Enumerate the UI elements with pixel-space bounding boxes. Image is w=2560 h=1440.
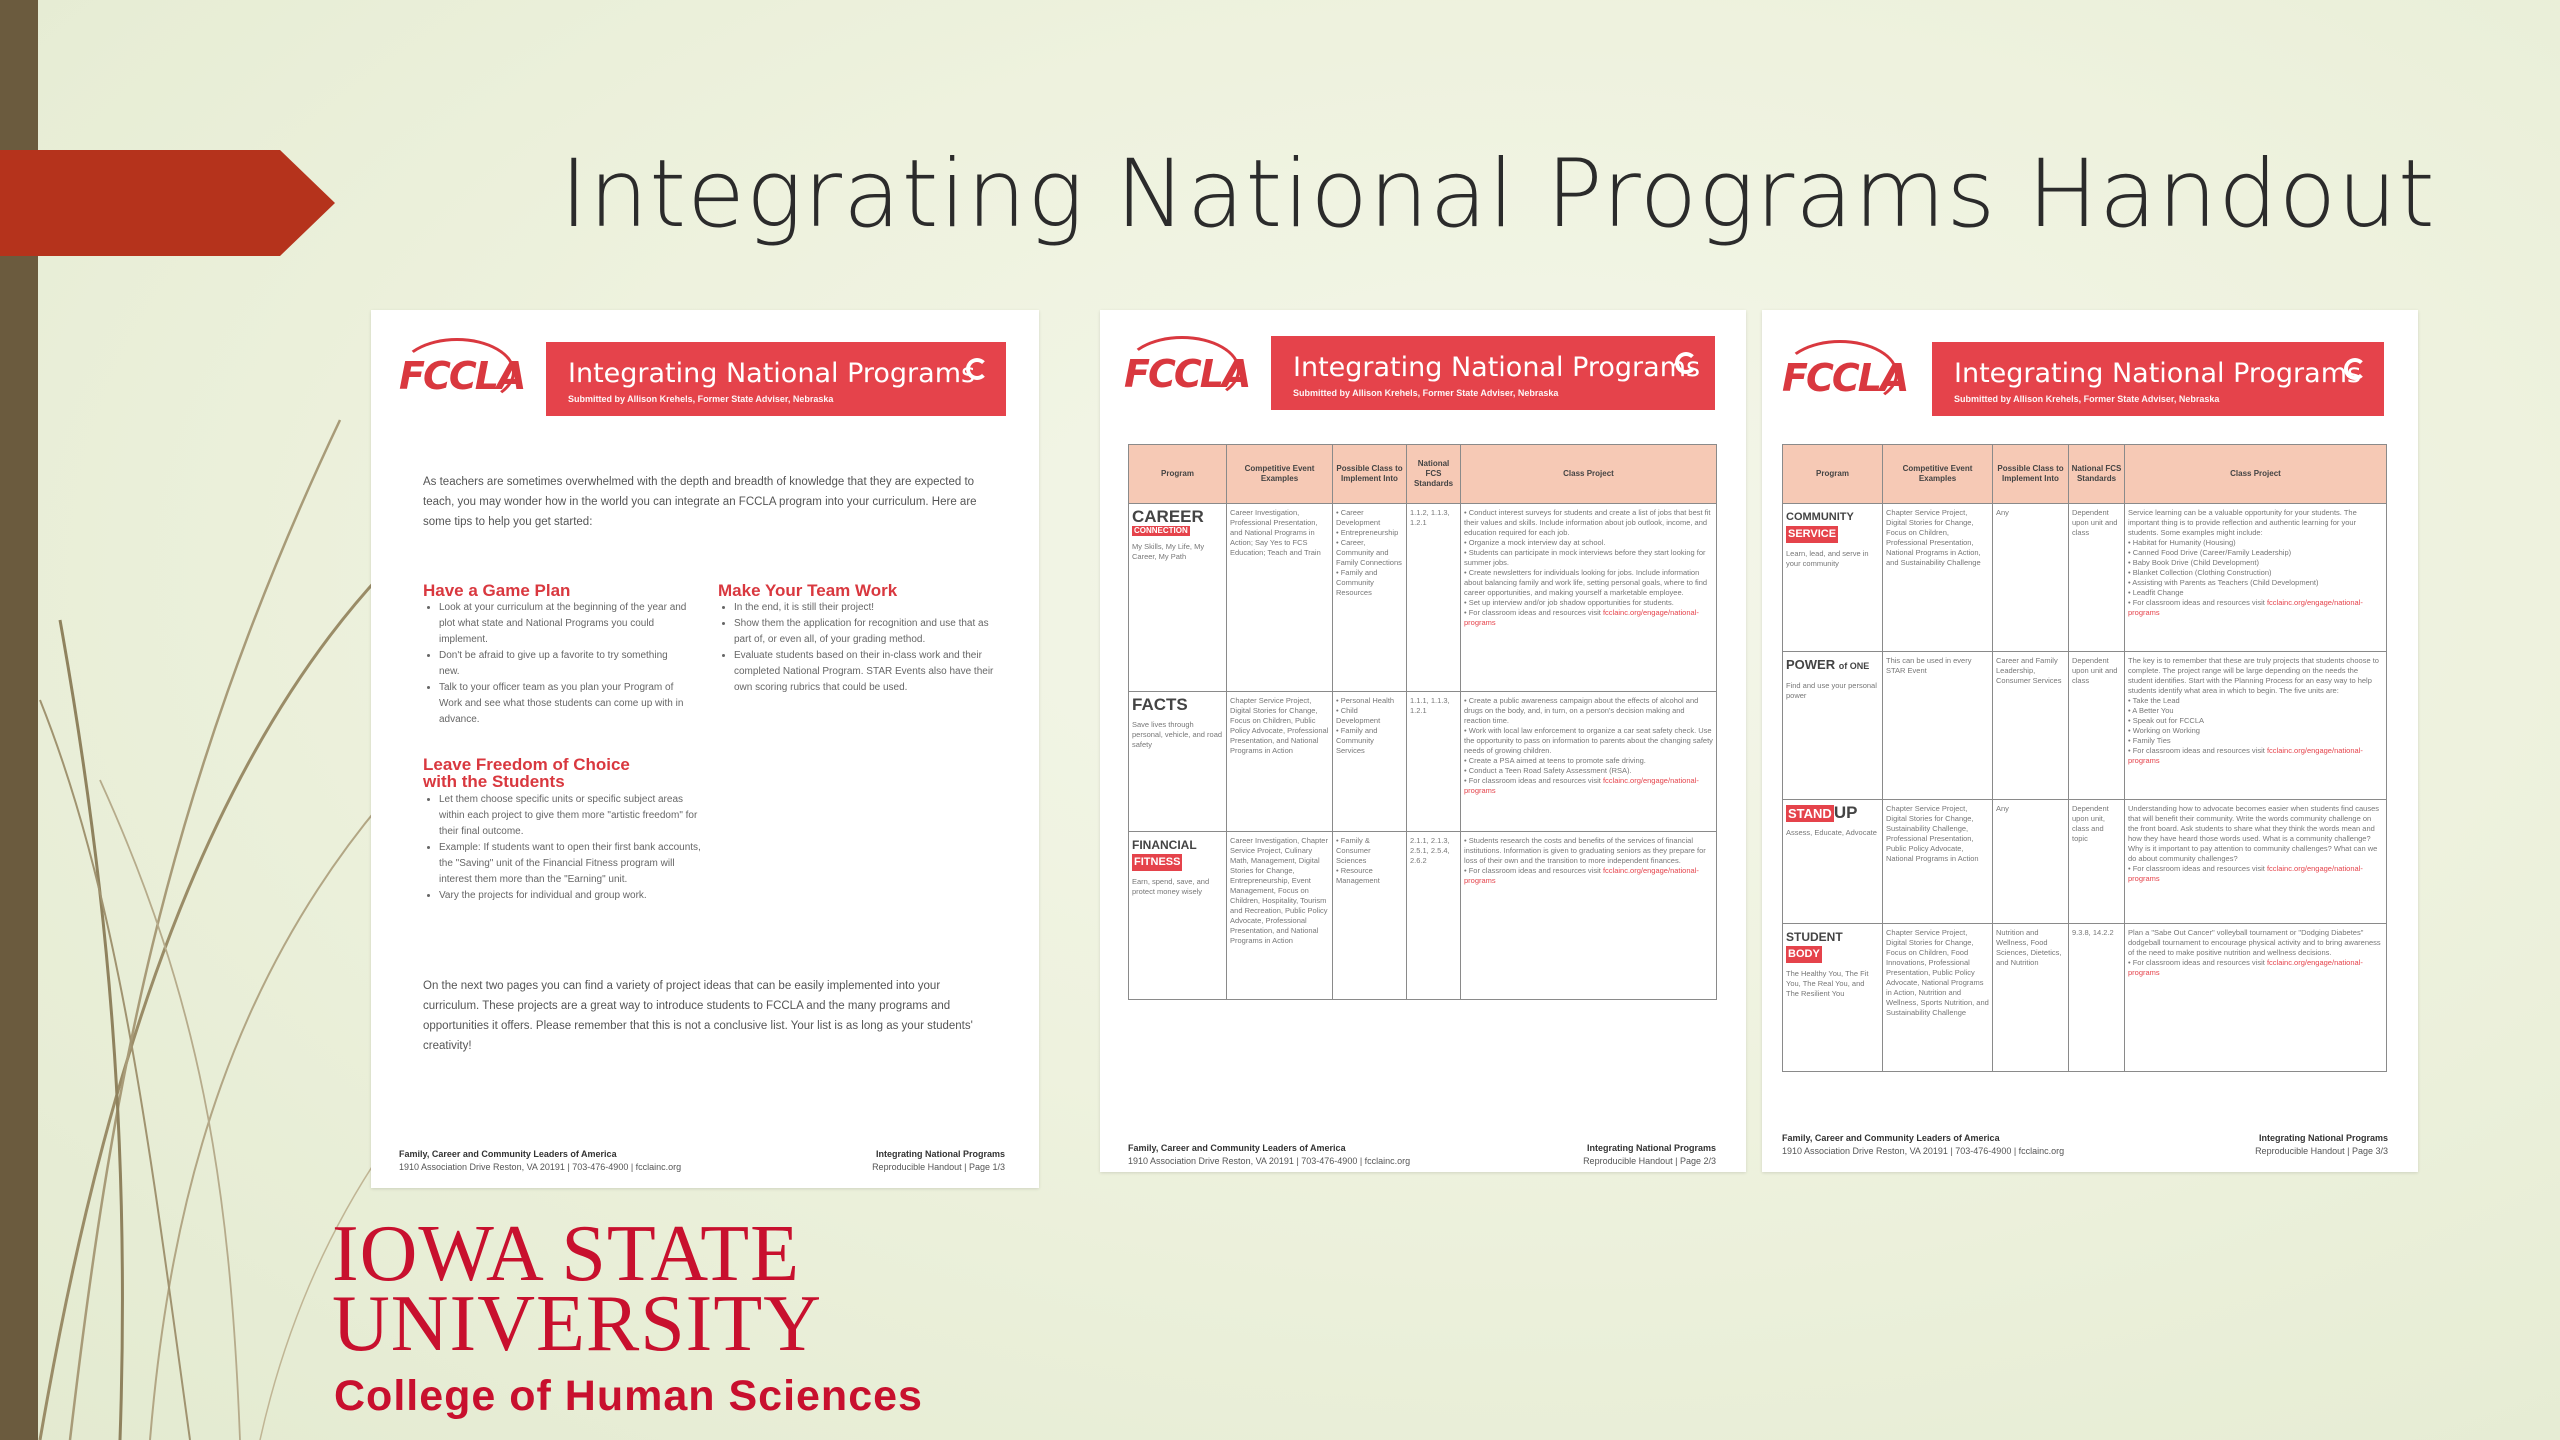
project-text: • Students research the costs and benefits of the services of financial institutions. Information is given to graduating seniors as they prepare for loss of their own and the transition to more independent finances. • For classroom ideas and resources visit [1464, 836, 1706, 875]
resource-link[interactable]: fcclainc.org/engage/national-programs [2128, 958, 2363, 977]
footer-org: Family, Career and Community Leaders of America [1128, 1143, 1346, 1153]
program-tagline: Assess, Educate, Advocate [1786, 828, 1877, 837]
closing-paragraph: On the next two pages you can find a variety of project ideas that can be easily implemented into your curriculum. These projects are a great way to introduce students to FCCLA and the many programs and opportunities it offers. Please remember that this is not a conclusive list. Your list is as long as your students' creativity! [423, 980, 973, 1052]
handout-page-3 [1762, 310, 2418, 1172]
column-header: Class Project [1461, 445, 1717, 504]
footer-right [872, 1148, 1005, 1174]
program-name [1786, 804, 1879, 822]
resource-link[interactable]: fcclainc.org/engage/national-programs [2128, 598, 2363, 617]
footer-left [399, 1148, 681, 1174]
column-header: Possible Class to Implement Into [1333, 445, 1407, 504]
project-cell [1461, 832, 1717, 1000]
standards-cell: Dependent upon unit and class [2069, 652, 2125, 800]
program-table [1782, 444, 2387, 1072]
table-row [1129, 504, 1717, 692]
program-name [1786, 656, 1879, 675]
program-tagline: Learn, lead, and serve in your community [1786, 549, 1869, 568]
page-banner [1271, 336, 1715, 410]
resource-link[interactable]: fcclainc.org/engage/national-programs [2128, 746, 2363, 765]
program-name-text: POWER [1786, 657, 1836, 672]
classes-cell: • Career Development • Entrepreneurship • Career, Community and Family Connections • Family and Community Resources [1333, 504, 1407, 692]
project-cell [2125, 504, 2387, 652]
footer-doc-title: Integrating National Programs [2258, 1133, 2388, 1143]
project-text: Plan a "Sabe Out Cancer" volleyball tournament or "Dodging Diabetes" dodgeball tournament to encourage physical activity and to bring awareness of the need to make positive nutrition and wellness decisions. • For classroom ideas and resources visit [2128, 928, 2381, 967]
table-row [1129, 832, 1717, 1000]
program-name-suffix: UP [1833, 803, 1858, 822]
program-tagline: Save lives through personal, vehicle, and road safety [1132, 720, 1223, 749]
table-row [1783, 924, 2387, 1072]
program-name: FINANCIAL [1132, 838, 1197, 852]
section-list [423, 792, 709, 904]
program-tagline: Earn, spend, save, and protect money wisely [1132, 877, 1210, 896]
project-cell [2125, 652, 2387, 800]
section-heading: Make Your Team Work [718, 581, 898, 600]
handout-page-1 [371, 310, 1039, 1188]
banner-subtitle: Submitted by Allison Krehels, Former State Adviser, Nebraska [1293, 388, 1559, 398]
footer-address: 1910 Association Drive Reston, VA 20191 | 703-476-4900 | fcclainc.org [1128, 1156, 1411, 1166]
slide-title: Integrating National Programs Handout [560, 140, 2436, 249]
column-header: Competitive Event Examples [1227, 445, 1333, 504]
standards-cell: 9.3.8, 14.2.2 [2069, 924, 2125, 1072]
list-item: • Vary the projects for individual and group work. [439, 888, 709, 904]
footer-left [1128, 1142, 1410, 1168]
column-header: Program [1783, 445, 1883, 504]
column-header: Competitive Event Examples [1883, 445, 1993, 504]
table-header-row [1129, 445, 1717, 504]
standards-cell: 1.1.2, 1.1.3, 1.2.1 [1407, 504, 1461, 692]
classes-cell: • Personal Health • Child Development • Family and Community Services [1333, 692, 1407, 832]
program-name: STUDENT [1786, 930, 1843, 944]
fccla-swirl-icon [2344, 358, 2366, 380]
program-tagline: My Skills, My Life, My Career, My Path [1132, 542, 1205, 561]
isu-college-name: College of Human Sciences [334, 1372, 923, 1420]
list-item: • Show them the application for recognition and use that as part of, or even all, of your grading method. [734, 616, 994, 648]
footer-doc-title: Integrating National Programs [1586, 1143, 1716, 1153]
banner-subtitle: Submitted by Allison Krehels, Former State Adviser, Nebraska [1954, 394, 2220, 404]
column-header: Possible Class to Implement Into [1993, 445, 2069, 504]
table-row [1783, 504, 2387, 652]
events-cell: Career Investigation, Chapter Service Project, Culinary Math, Management, Digital Stories for Change, Entrepreneurship, Event Management, Focus on Children, Hospitality, Tourism and Recreation, Public Policy Advocate, Professional Presentation, and National Programs in Action [1227, 832, 1333, 1000]
resource-link[interactable]: fcclainc.org/engage/national-programs [1464, 776, 1699, 795]
list-item: • Evaluate students based on their in-class work and their completed National Program. STAR Events also have their own scoring rubrics that could be used. [734, 648, 994, 696]
table-row [1783, 800, 2387, 924]
project-text: • Create a public awareness campaign about the effects of alcohol and drugs on the body, and, in turn, on a person's decision making and reaction time. • Work with local law enforcement to organize a car seat safety check. Use the opportunity to pass on information to parents about the changing safety needs of growing children. • Create a PSA aimed at teens to promote safe driving. • Conduct a Teen Road Safety Assessment (RSA). • For classroom ideas and resources visit [1464, 696, 1713, 785]
project-text: • Conduct interest surveys for students and create a list of jobs that best fit their values and skills. Include information about job outlook, income, and education required for each job. • Organize a mock interview day at school. • Students can participate in mock interviews before they start looking for summer jobs. • Create newsletters for individuals looking for jobs. Include information about balancing family and work life, setting personal goals, where to find career opportunities, and making yourself a marketable employee. • Set up interview and/or job shadow opportunities for students. • For classroom ideas and resources visit [1464, 508, 1711, 617]
column-header: National FCS Standards [2069, 445, 2125, 504]
column-header: Program [1129, 445, 1227, 504]
program-name-suffix: of ONE [1838, 661, 1870, 671]
project-cell [1461, 504, 1717, 692]
events-cell: Chapter Service Project, Digital Stories for Change, Focus on Children, Public Policy Advocate, Professional Presentation, and National Programs in Action [1227, 692, 1333, 832]
standards-cell: Dependent upon unit and class [2069, 504, 2125, 652]
footer-address: 1910 Association Drive Reston, VA 20191 | 703-476-4900 | fcclainc.org [1782, 1146, 2065, 1156]
project-cell [2125, 924, 2387, 1072]
list-item: • In the end, it is still their project! [734, 600, 994, 616]
classes-cell: Nutrition and Wellness, Food Sciences, Dietetics, and Nutrition [1993, 924, 2069, 1072]
isu-wordmark-line1: IOWA STATE [332, 1210, 801, 1298]
classes-cell: • Family & Consumer Sciences • Resource Management [1333, 832, 1407, 1000]
program-tagline: Find and use your personal power [1786, 681, 1877, 700]
footer-org: Family, Career and Community Leaders of America [1782, 1133, 2000, 1143]
program-badge: SERVICE [1786, 526, 1838, 543]
list-item: • Let them choose specific units or specific subject areas within each project to give them more "artistic freedom" for their final outcome. [439, 792, 709, 840]
section-heading: Leave Freedom of Choice with the Students [423, 755, 630, 791]
program-name: CAREER [1132, 507, 1204, 526]
events-cell: Chapter Service Project, Digital Stories for Change, Focus on Children, Professional Presentation, National Programs in Action, and Sustainability Challenge [1883, 504, 1993, 652]
events-cell: Career Investigation, Professional Presentation, and National Programs in Action; Say Yes to FCS Education; Teach and Train [1227, 504, 1333, 692]
banner-title: Integrating National Programs [1293, 352, 1701, 383]
standards-cell: Dependent upon unit, class and topic [2069, 800, 2125, 924]
fccla-logo: FCCLA [399, 354, 525, 398]
program-badge: FITNESS [1132, 854, 1182, 871]
project-text: The key is to remember that these are truly projects that students choose to complete. The project range will be large depending on the needs the student identifies. Start with the Planning Process for an easy way to help students identify what area in which to begin. The five units are: • Take the Lead • A Better You • Speak out for FCCLA • Working on Working • Family Ties • For classroom ideas and resources visit [2128, 656, 2379, 755]
project-text: Understanding how to advocate becomes easier when students find causes that will benefit their community. Write the words community challenge on the front board. Ask students to share what they think the words mean and how they have heard those words used. What is a community challenge? Why is it important to pay attention to community challenges? What can we do about community challenges? • For classroom ideas and resources visit [2128, 804, 2379, 873]
section-list [423, 600, 689, 728]
banner-subtitle: Submitted by Allison Krehels, Former State Adviser, Nebraska [568, 394, 834, 404]
project-cell [2125, 800, 2387, 924]
column-header: Class Project [2125, 445, 2387, 504]
banner-title: Integrating National Programs [568, 358, 976, 389]
classes-cell: Career and Family Leadership, Consumer Services [1993, 652, 2069, 800]
program-badge: BODY [1786, 946, 1822, 963]
footer-doc-title: Integrating National Programs [875, 1149, 1005, 1159]
resource-link[interactable]: fcclainc.org/engage/national-programs [1464, 608, 1699, 627]
isu-wordmark-line2: UNIVERSITY [332, 1280, 822, 1368]
title-arrow-accent [0, 150, 335, 256]
fccla-swirl-icon [1675, 352, 1697, 374]
resource-link[interactable]: fcclainc.org/engage/national-programs [2128, 864, 2363, 883]
resource-link[interactable]: fcclainc.org/engage/national-programs [1464, 866, 1699, 885]
events-cell: Chapter Service Project, Digital Stories for Change, Sustainability Challenge, Professional Presentation, Public Policy Advocate, National Programs in Action [1883, 800, 1993, 924]
list-item: • Example: If students want to open their first bank accounts, the "Saving" unit of the Financial Fitness program will interest them more than the "Earning" unit. [439, 840, 709, 888]
events-cell: Chapter Service Project, Digital Stories for Change, Focus on Children, Food Innovations, Professional Presentation, Public Policy Advocate, National Programs in Action, Nutrition and Wellness, Sports Nutrition, and Sustainability Challenge [1883, 924, 1993, 1072]
project-cell [1461, 692, 1717, 832]
footer-page: Reproducible Handout | Page 1/3 [872, 1162, 1005, 1172]
table-header-row [1783, 445, 2387, 504]
intro-paragraph: As teachers are sometimes overwhelmed with the depth and breadth of knowledge that they are expected to teach, you may wonder how in the world you can integrate an FCCLA program into your curriculum. Here are some tips to help you get started: [423, 476, 977, 528]
fccla-swirl-icon [966, 358, 988, 380]
footer-org: Family, Career and Community Leaders of America [399, 1149, 617, 1159]
section-heading: Have a Game Plan [423, 581, 571, 600]
table-row [1129, 692, 1717, 832]
page-banner [546, 342, 1006, 416]
banner-title: Integrating National Programs [1954, 358, 2362, 389]
program-badge: CONNECTION [1134, 526, 1188, 535]
footer-right [2255, 1132, 2388, 1158]
classes-cell: Any [1993, 504, 2069, 652]
list-item: • Look at your curriculum at the beginning of the year and plot what state and National Programs you could implement. [439, 600, 689, 648]
handout-page-2 [1100, 310, 1746, 1172]
program-name-red: STAND [1788, 806, 1832, 821]
footer-page: Reproducible Handout | Page 3/3 [2255, 1146, 2388, 1156]
list-item: • Talk to your officer team as you plan your Program of Work and see what those students can come up with in advance. [439, 680, 689, 728]
list-item: • Don't be afraid to give up a favorite to try something new. [439, 648, 689, 680]
program-name: FACTS [1132, 695, 1188, 714]
standards-cell: 2.1.1, 2.1.3, 2.5.1, 2.5.4, 2.6.2 [1407, 832, 1461, 1000]
footer-right [1583, 1142, 1716, 1168]
events-cell: This can be used in every STAR Event [1883, 652, 1993, 800]
page-banner [1932, 342, 2384, 416]
program-name: COMMUNITY [1786, 511, 1854, 523]
footer-page: Reproducible Handout | Page 2/3 [1583, 1156, 1716, 1166]
program-tagline: The Healthy You, The Fit You, The Real You, and The Resilient You [1786, 969, 1869, 998]
footer-left [1782, 1132, 2064, 1158]
classes-cell: Any [1993, 800, 2069, 924]
program-table [1128, 444, 1717, 1000]
table-row [1783, 652, 2387, 800]
project-text: Service learning can be a valuable opportunity for your students. The important thing is to provide reflection and authentic learning for your students. Some examples might include: • Habitat for Humanity (Housing) • Canned Food Drive (Career/Family Leadership) • Baby Book Drive (Child Development) • Blanket Collection (Clothing Construction) • Assisting with Parents as Teachers (Child Development) • Leadfit Change • For classroom ideas and resources visit [2128, 508, 2357, 607]
fccla-logo: FCCLA [1124, 352, 1250, 396]
column-header: National FCS Standards [1407, 445, 1461, 504]
standards-cell: 1.1.1, 1.1.3, 1.2.1 [1407, 692, 1461, 832]
section-list [718, 600, 994, 696]
footer-address: 1910 Association Drive Reston, VA 20191 | 703-476-4900 | fcclainc.org [399, 1162, 682, 1172]
fccla-logo: FCCLA [1782, 356, 1908, 400]
